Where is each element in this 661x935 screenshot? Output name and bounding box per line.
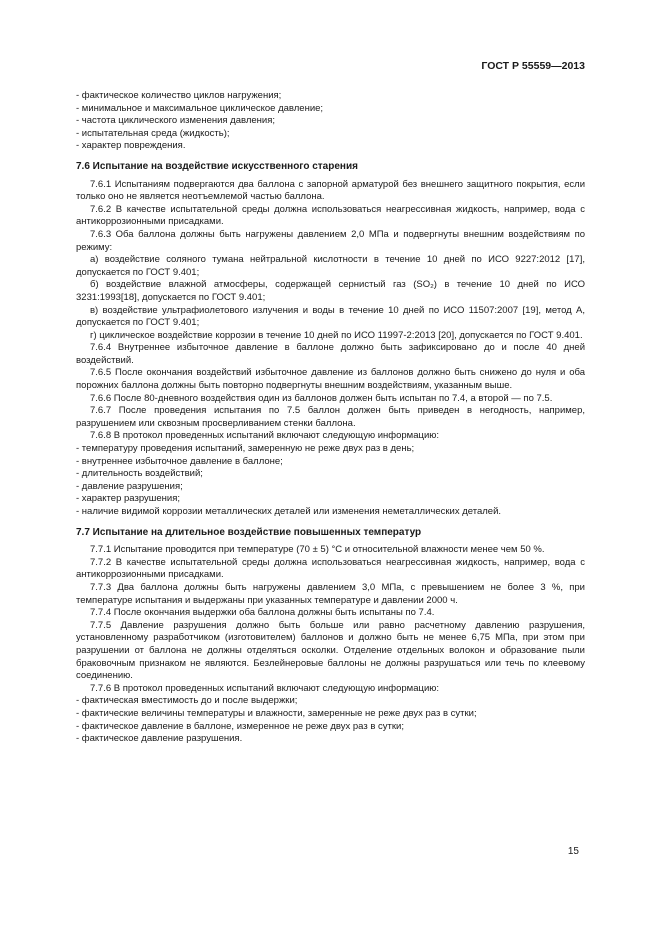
document-body [76,90,585,746]
paragraph: а) воздействие соляного тумана нейтральной кислотности в течение 10 дней по ИСО 9227:2012 [17], допускается по ГОСТ 9.401; [76,254,585,278]
list-item: - частота циклического изменения давления; [76,115,276,127]
list-item: - фактическое давление в баллоне, измеренное не реже двух раз в сутки; [76,720,404,732]
paragraph: 7.7.5 Давление разрушения должно быть больше или равно расчетному давлению разрушения, установленному разработчиком (изготовителем) баллонов и должно быть не менее 6,75 МПа, при этом при разрушении от баллона не должны отделяться осколки. Отделение отдельных волокон и образование пыли браковочным признаком не являются. Безлейнеровые баллоны не должны разрушаться или течь по клеевому соединению. [76,619,585,682]
paragraph: 7.6.6 После 80-дневного воздействия один из баллонов должен быть испытан по 7.4, а второй — по 7.5. [90,392,553,404]
paragraph: 7.6.3 Оба баллона должны быть нагружены давлением 2,0 МПа и подвергнуты внешним воздействиям по режиму: [76,228,585,253]
paragraph: 7.6.5 После окончания воздействий избыточное давление из баллонов должно быть снижено до нуля и оба порожних баллона должны быть повторно подвергнуты внешним воздействиям, указанным выше. [76,367,585,392]
list-item: - испытательная среда (жидкость); [76,127,230,139]
paragraph: 7.7.4 После окончания выдержки оба баллона должны быть испытаны по 7.4. [90,607,435,619]
list-item: - наличие видимой коррозии металлических деталей или изменения неметаллических деталей. [76,506,502,517]
list-item: - фактическая вместимость до и после выдержки; [76,695,298,707]
document-header: ГОСТ Р 55559—2013 [481,60,585,72]
list-item: - характер повреждения. [76,140,186,152]
paragraph: 7.7.3 Два баллона должны быть нагружены давлением 3,0 МПа, с превышением не более 3 %, при температуре испытания и выдержаны при указанных температуре и давлении 2000 ч. [76,581,585,606]
paragraph: 7.6.2 В качестве испытательной среды должна использоваться неагрессивная жидкость, например, вода с антикоррозионными присадками. [76,203,585,228]
list-item: - фактическое давление разрушения. [76,733,243,745]
paragraph: 7.6.8 В протокол проведенных испытаний включают следующую информацию: [90,430,440,442]
section-heading-7-7: 7.7 Испытание на длительное воздействие повышенных температур [76,526,422,538]
list-item: - характер разрушения; [76,493,180,505]
list-item: - фактическое количество циклов нагружения; [76,90,282,101]
paragraph: б) воздействие влажной атмосферы, содержащей сернистый газ (SO₂) в течение 10 дней по ИСО 3231:1993[18], допускается по ГОСТ 9.401; [76,279,585,303]
list-item: - давление разрушения; [76,480,183,492]
paragraph: 7.7.2 В качестве испытательной среды должна использоваться неагрессивная жидкость, например, вода с антикоррозионными присадками. [76,556,585,581]
paragraph: в) воздействие ультрафиолетового излучения и воды в течение 10 дней по ИСО 11507:2007 [19], метод А, допускается по ГОСТ 9.401; [76,304,585,329]
paragraph: 7.7.6 В протокол проведенных испытаний включают следующую информацию: [90,682,440,694]
paragraph: 7.6.7 После проведения испытания по 7.5 баллон должен быть приведен в негодность, например, разрушением или сквозным просверливанием стенки баллона. [76,405,585,429]
page-number: 15 [567,846,579,857]
list-item: - минимальное и максимальное циклическое давление; [76,102,324,114]
paragraph: 7.6.1 Испытаниям подвергаются два баллона с запорной арматурой без внешнего защитного покрытия, если только оно не является неотъемлемой частью баллона. [76,178,585,203]
list-item: - температуру проведения испытаний, замеренную не реже двух раз в день; [76,443,415,455]
section-heading-7-6: 7.6 Испытание на воздействие искусственного старения [76,160,358,172]
paragraph: 7.6.4 Внутреннее избыточное давление в баллоне должно быть зафиксировано до и после 40 дней воздействий. [76,342,585,366]
list-item: - длительность воздействий; [76,468,203,480]
paragraph: 7.7.1 Испытание проводится при температуре (70 ± 5) °С и относительной влажности менее чем 50 %. [90,544,545,556]
list-item: - внутреннее избыточное давление в баллоне; [76,455,283,467]
list-item: - фактические величины температуры и влажности, замеренные не реже двух раз в сутки; [76,707,477,719]
paragraph: г) циклическое воздействие коррозии в течение 10 дней по ИСО 11997-2:2013 [20], допускается по ГОСТ 9.401. [90,329,583,341]
